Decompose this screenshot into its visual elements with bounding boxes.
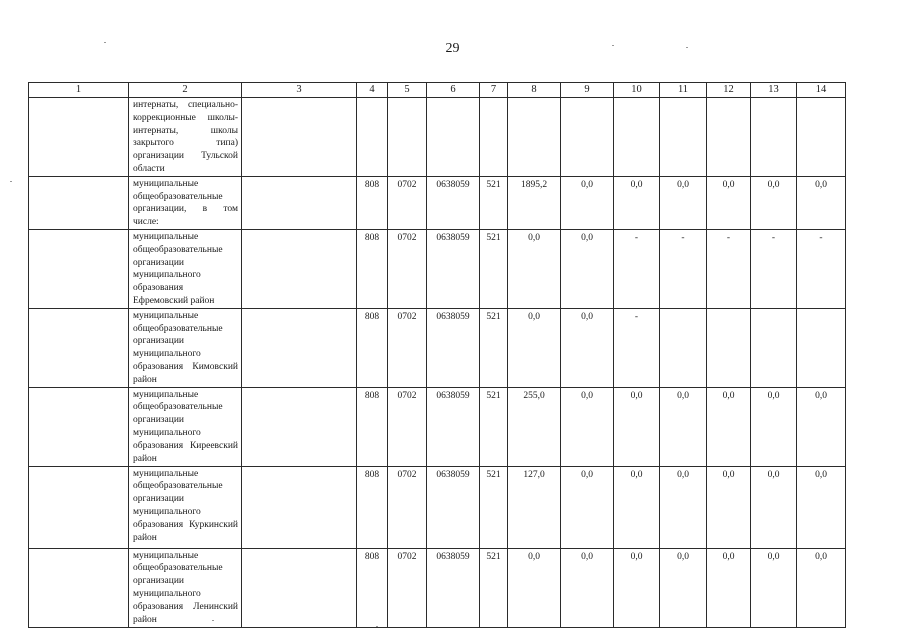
empty-cell xyxy=(242,308,357,387)
table-row xyxy=(29,466,846,548)
budget-table xyxy=(28,82,846,628)
value-cell xyxy=(660,308,707,387)
table-row xyxy=(29,229,846,308)
header-cell: 6 xyxy=(427,83,480,98)
value-cell: 0,0 xyxy=(660,466,707,548)
page-number: 29 xyxy=(445,41,460,56)
description-cell: муниципальные общеобразовательные организации муниципального образования Куркинский район xyxy=(129,466,242,548)
value-cell: 0702 xyxy=(388,548,427,627)
value-cell: 521 xyxy=(480,176,508,229)
scan-speck xyxy=(104,42,106,43)
value-cell: 0,0 xyxy=(707,466,751,548)
description-cell: муниципальные общеобразовательные организации муниципального образования Ленинский район xyxy=(129,548,242,627)
description-cell: муниципальные общеобразовательные организации муниципального образования Киреевский район xyxy=(129,387,242,466)
value-cell xyxy=(508,98,561,177)
table-row xyxy=(29,98,846,177)
empty-cell xyxy=(29,548,129,627)
value-cell xyxy=(480,98,508,177)
value-cell: 127,0 xyxy=(508,466,561,548)
empty-cell xyxy=(29,466,129,548)
value-cell: 0,0 xyxy=(561,308,614,387)
header-cell: 9 xyxy=(561,83,614,98)
value-cell: 0702 xyxy=(388,308,427,387)
value-cell: 521 xyxy=(480,548,508,627)
value-cell: 0,0 xyxy=(707,176,751,229)
header-cell: 10 xyxy=(614,83,660,98)
table-row xyxy=(29,387,846,466)
header-cell: 4 xyxy=(357,83,388,98)
value-cell: 0702 xyxy=(388,176,427,229)
value-cell: 521 xyxy=(480,308,508,387)
empty-cell xyxy=(242,466,357,548)
description-cell: муниципальные общеобразовательные организации, в том числе: xyxy=(129,176,242,229)
empty-cell xyxy=(242,387,357,466)
value-cell xyxy=(751,98,797,177)
value-cell: 0638059 xyxy=(427,387,480,466)
value-cell: 0,0 xyxy=(660,387,707,466)
value-cell: 0638059 xyxy=(427,229,480,308)
value-cell: 0,0 xyxy=(751,466,797,548)
value-cell: 0,0 xyxy=(707,548,751,627)
value-cell: 0638059 xyxy=(427,466,480,548)
header-cell: 1 xyxy=(29,83,129,98)
value-cell: 0,0 xyxy=(660,176,707,229)
empty-cell xyxy=(29,176,129,229)
value-cell: 0,0 xyxy=(660,548,707,627)
value-cell xyxy=(707,308,751,387)
scan-speck xyxy=(212,620,214,621)
value-cell: 0702 xyxy=(388,229,427,308)
empty-cell xyxy=(29,387,129,466)
value-cell: 255,0 xyxy=(508,387,561,466)
value-cell: 0,0 xyxy=(797,387,846,466)
empty-cell xyxy=(242,98,357,177)
value-cell: 0638059 xyxy=(427,548,480,627)
value-cell: 0,0 xyxy=(561,548,614,627)
value-cell: - xyxy=(751,229,797,308)
header-cell: 13 xyxy=(751,83,797,98)
value-cell: 1895,2 xyxy=(508,176,561,229)
value-cell xyxy=(797,308,846,387)
value-cell: - xyxy=(797,229,846,308)
value-cell: 0,0 xyxy=(614,548,660,627)
empty-cell xyxy=(29,98,129,177)
header-cell: 5 xyxy=(388,83,427,98)
value-cell: 808 xyxy=(357,466,388,548)
description-cell: муниципальные общеобразовательные организации муниципального образования Кимовский район xyxy=(129,308,242,387)
value-cell: 808 xyxy=(357,387,388,466)
value-cell: 521 xyxy=(480,387,508,466)
scan-speck xyxy=(612,45,614,46)
value-cell: - xyxy=(707,229,751,308)
value-cell xyxy=(357,98,388,177)
value-cell: 0,0 xyxy=(508,548,561,627)
value-cell: 0,0 xyxy=(614,176,660,229)
value-cell: 0638059 xyxy=(427,308,480,387)
value-cell: 0702 xyxy=(388,466,427,548)
header-cell: 12 xyxy=(707,83,751,98)
value-cell xyxy=(797,98,846,177)
value-cell: 0,0 xyxy=(614,466,660,548)
empty-cell xyxy=(29,308,129,387)
value-cell: 0,0 xyxy=(508,229,561,308)
value-cell: - xyxy=(660,229,707,308)
value-cell xyxy=(614,98,660,177)
value-cell: - xyxy=(614,229,660,308)
value-cell: 0,0 xyxy=(797,466,846,548)
value-cell: 0,0 xyxy=(508,308,561,387)
value-cell: 808 xyxy=(357,229,388,308)
header-cell: 2 xyxy=(129,83,242,98)
value-cell: 808 xyxy=(357,548,388,627)
empty-cell xyxy=(242,229,357,308)
value-cell: 808 xyxy=(357,176,388,229)
value-cell xyxy=(427,98,480,177)
value-cell: 0638059 xyxy=(427,176,480,229)
header-cell: 11 xyxy=(660,83,707,98)
value-cell: - xyxy=(614,308,660,387)
value-cell: 0,0 xyxy=(751,176,797,229)
header-row xyxy=(29,83,846,98)
header-cell: 3 xyxy=(242,83,357,98)
value-cell: 808 xyxy=(357,308,388,387)
value-cell: 521 xyxy=(480,466,508,548)
value-cell: 0,0 xyxy=(561,229,614,308)
value-cell xyxy=(707,98,751,177)
table-row xyxy=(29,548,846,627)
scan-speck xyxy=(686,47,688,48)
description-cell: интернаты, специально-коррекционные школы-интернаты, школы закрытого типа) организации Тульской области xyxy=(129,98,242,177)
empty-cell xyxy=(242,548,357,627)
value-cell: 0,0 xyxy=(614,387,660,466)
value-cell: 0,0 xyxy=(707,387,751,466)
scan-speck xyxy=(10,181,12,182)
scan-speck xyxy=(376,626,378,627)
value-cell: 0,0 xyxy=(751,548,797,627)
value-cell: 0,0 xyxy=(561,387,614,466)
table-row xyxy=(29,176,846,229)
value-cell: 0,0 xyxy=(797,176,846,229)
value-cell: 0,0 xyxy=(751,387,797,466)
value-cell xyxy=(660,98,707,177)
header-cell: 14 xyxy=(797,83,846,98)
value-cell: 521 xyxy=(480,229,508,308)
value-cell xyxy=(561,98,614,177)
description-cell: муниципальные общеобразовательные организации муниципального образования Ефремовский район xyxy=(129,229,242,308)
empty-cell xyxy=(29,229,129,308)
value-cell: 0702 xyxy=(388,387,427,466)
value-cell xyxy=(751,308,797,387)
table-row xyxy=(29,308,846,387)
header-cell: 8 xyxy=(508,83,561,98)
value-cell: 0,0 xyxy=(561,176,614,229)
header-cell: 7 xyxy=(480,83,508,98)
value-cell: 0,0 xyxy=(797,548,846,627)
value-cell xyxy=(388,98,427,177)
empty-cell xyxy=(242,176,357,229)
value-cell: 0,0 xyxy=(561,466,614,548)
